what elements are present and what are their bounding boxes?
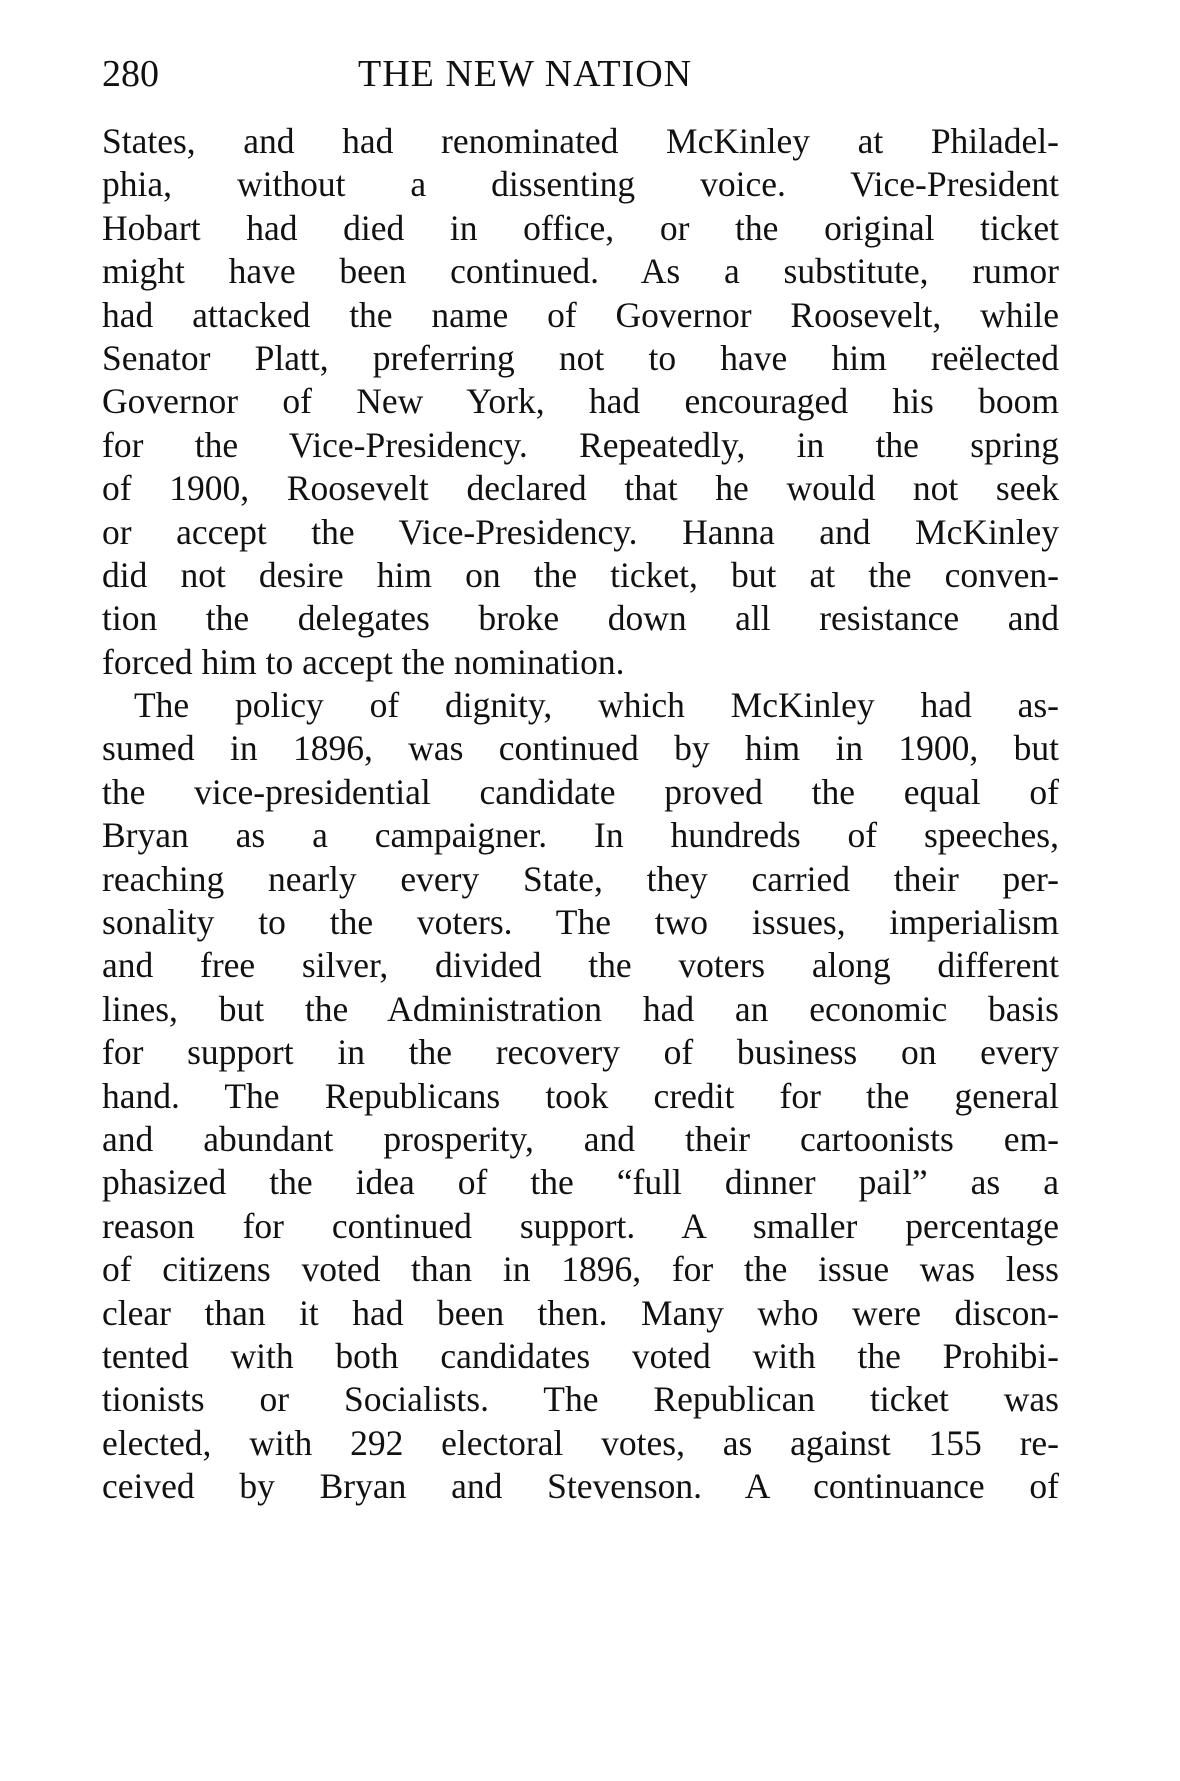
text-line: or accept the Vice-Presidency. Hanna and McKinley	[102, 511, 1059, 552]
text-line: sonality to the voters. The two issues, imperialism	[102, 902, 1059, 943]
text-line: reason for continued support. A smaller percentage	[102, 1205, 1059, 1246]
text-line: lines, but the Administration had an economic basis	[102, 988, 1059, 1029]
text-line: forced him to accept the nomination.	[102, 641, 625, 682]
running-title: THE NEW NATION	[358, 53, 693, 95]
text-line: hand. The Republicans took credit for the general	[102, 1075, 1059, 1116]
text-line: phia, without a dissenting voice. Vice-President	[102, 164, 1059, 205]
text-line: ceived by Bryan and Stevenson. A continuance of	[102, 1466, 1059, 1507]
text-line: had attacked the name of Governor Roosevelt, while	[102, 294, 1059, 335]
text-line: might have been continued. As a substitute, rumor	[102, 251, 1059, 292]
text-line: Hobart had died in office, or the original ticket	[102, 207, 1059, 248]
running-header	[102, 52, 1059, 102]
text-line: The policy of dignity, which McKinley had as-	[134, 685, 1059, 726]
text-line: reaching nearly every State, they carried their per-	[102, 858, 1059, 899]
paragraph	[102, 684, 1059, 1508]
text-line: did not desire him on the ticket, but at the conven-	[102, 554, 1059, 595]
body-text	[102, 120, 1059, 1509]
text-line: Senator Platt, preferring not to have him reëlected	[102, 337, 1059, 378]
page-number: 280	[102, 53, 159, 95]
text-line: elected, with 292 electoral votes, as against 155 re-	[102, 1422, 1059, 1463]
text-line: the vice-presidential candidate proved the equal of	[102, 771, 1059, 812]
text-line: Governor of New York, had encouraged his boom	[102, 381, 1059, 422]
text-line: for support in the recovery of business on every	[102, 1032, 1059, 1073]
text-line: Bryan as a campaigner. In hundreds of speeches,	[102, 815, 1059, 856]
text-line: States, and had renominated McKinley at Philadel-	[102, 121, 1059, 161]
text-line: phasized the idea of the “full dinner pail” as a	[102, 1162, 1059, 1203]
paragraph	[102, 120, 1059, 684]
text-line: sumed in 1896, was continued by him in 1900, but	[102, 728, 1059, 769]
text-line: clear than it had been then. Many who were discon-	[102, 1292, 1059, 1333]
text-line: tionists or Socialists. The Republican ticket was	[102, 1379, 1059, 1420]
text-line: tented with both candidates voted with the Prohibi-	[102, 1335, 1059, 1376]
text-line: of citizens voted than in 1896, for the issue was less	[102, 1249, 1059, 1290]
text-line: and free silver, divided the voters along different	[102, 945, 1059, 986]
text-line: for the Vice-Presidency. Repeatedly, in the spring	[102, 424, 1059, 465]
text-line: and abundant prosperity, and their cartoonists em-	[102, 1118, 1059, 1159]
text-line: of 1900, Roosevelt declared that he would not seek	[102, 468, 1059, 509]
text-line: tion the delegates broke down all resistance and	[102, 598, 1059, 639]
